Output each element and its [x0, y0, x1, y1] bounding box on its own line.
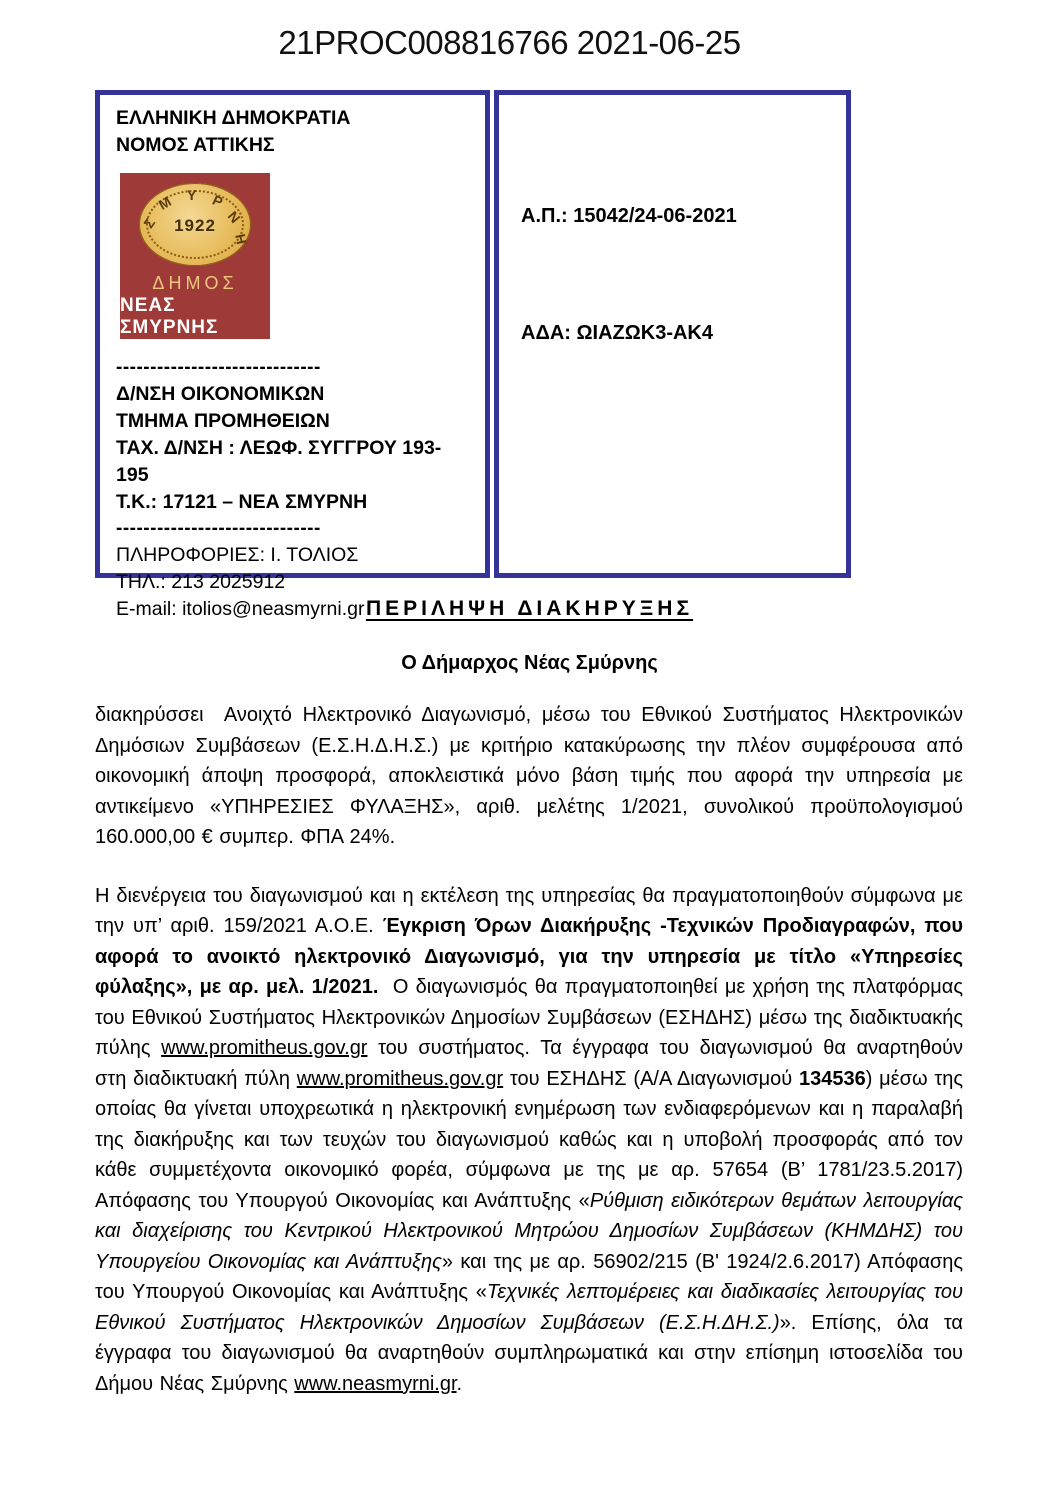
text-run: Τεχνικές λεπτομέρειες και διαδικασίες λειτουργίας του Εθνικού Συστήματος Ηλεκτρονικών Δημοσίων Συμβάσεων (Ε.Σ.Η.ΔΗ.Σ.)	[95, 1281, 970, 1334]
protocol-number: Α.Π.: 15042/24-06-2021	[521, 205, 737, 227]
coin-letter: Υ	[187, 187, 197, 203]
coin-year: 1922	[174, 216, 216, 236]
text-run: Ο διαγωνισμός θα πραγματοποιηθεί με χρήση της πλατφόρμας του Εθνικού Συστήματος Ηλεκτρονικών Δημοσίων Συμβάσεων (ΕΣΗΔΗΣ) μέσω της διαδικτυακής πύλης	[95, 976, 970, 1059]
coin-letter: Η	[232, 232, 250, 246]
sender-department: ΤΜΗΜΑ ΠΡΟΜΗΘΕΙΩΝ	[116, 410, 330, 432]
text-run: ) μέσω της οποίας θα γίνεται υποχρεωτικά η ηλεκτρονική ενημέρωση των ενδιαφερόμενων και η παραλαβή της διακήρυξης και των τευχών του διαγωνισμού καθώς και η υποβολή προσφοράς από τον κάθε συμμετέχοντα οικονομικό φορέα, σύμφωνα με της με αρ. 57654 (Β’ 1781/23.5.2017) Απόφασης του Υπουργού Οικονομίας και Ανάπτυξης «	[95, 1067, 970, 1212]
separator-line: ------------------------------	[116, 357, 321, 378]
url-link[interactable]: www.neasmyrni.gr	[294, 1372, 457, 1395]
text-run: Ρύθμιση ειδικότερων θεμάτων λειτουργίας και διαχείρισης του Κεντρικού Ηλεκτρονικού Μητρώου Δημοσίων Συμβάσεων (ΚΗΜΔΗΣ) του Υπουργείου Οικονομίας και Ανάπτυξης	[95, 1189, 970, 1273]
sender-info-contact: ΠΛΗΡΟΦΟΡΙΕΣ: Ι. ΤΟΛΙΟΣ	[116, 544, 359, 566]
sender-country: ΕΛΛΗΝΙΚΗ ΔΗΜΟΚΡΑΤΙΑ	[116, 107, 351, 129]
text-run: ». Επίσης, όλα τα έγγραφα του διαγωνισμού θα αναρτηθούν συμπληρωματικά και στην επίσημη ιστοσελίδα του Δήμου Νέας Σμύρνης	[95, 1311, 970, 1395]
protocol-box	[494, 90, 851, 578]
coin-emblem	[139, 183, 251, 266]
text-run: του ΕΣΗΔΗΣ (Α/Α Διαγωνισμού	[503, 1067, 799, 1090]
sender-directorate: Δ/ΝΣΗ ΟΙΚΟΝΟΜΙΚΩΝ	[116, 383, 325, 405]
municipality-logo	[120, 173, 270, 339]
coin-letter: Ρ	[210, 191, 226, 211]
sender-phone: ΤΗΛ.: 213 2025912	[116, 571, 286, 593]
coin-letter: Σ	[140, 214, 159, 232]
sender-postal-code: Τ.Κ.: 17121 – ΝΕΑ ΣΜΥΡΝΗ	[116, 491, 368, 513]
paragraph-announcement	[95, 700, 970, 853]
text-run: Η διενέργεια του διαγωνισμού και η εκτέλεση της υπηρεσίας θα πραγματοποιηθούν σύμφωνα με την υπ’ αριθ. 159/2021 Α.Ο.Ε.	[95, 884, 970, 937]
paragraph-procedure	[95, 881, 970, 1400]
text-run: » και της με αρ. 56902/215 (Β' 1924/2.6.2017) Απόφασης του Υπουργού Οικονομίας και Ανάπτυξης «	[95, 1250, 970, 1303]
sender-prefecture: ΝΟΜΟΣ ΑΤΤΙΚΗΣ	[116, 134, 275, 156]
text-run: διακηρύσσει Ανοιχτό Ηλεκτρονικό Διαγωνισμό, μέσω του Εθνικού Συστήματος Ηλεκτρονικών Δημόσιων Συμβάσεων (Ε.Σ.Η.Δ.Η.Σ.) με κριτήριο κατακύρωσης την πλέον συμφέρουσα από οικονομική άποψη προσφορά, αποκλειστικά μόνο βάση τιμής που αφορά την υπηρεσία με αντικείμενο «ΥΠΗΡΕΣΙΕΣ ΦΥΛΑΞΗΣ», αριθ. μελέτης 1/2021, συνολικού προϋπολογισμού 160.000,00 € συμπερ. ΦΠΑ 24%.	[95, 704, 970, 848]
separator-line: ------------------------------	[116, 518, 321, 539]
kimdis-procurement-code: 21PROC008816766 2021-06-25	[278, 24, 741, 61]
document-body	[95, 700, 970, 1427]
text-run: του συστήματος. Τα έγγραφα του διαγωνισμού θα αναρτηθούν στη διαδικτυακή πύλη	[95, 1037, 970, 1090]
sender-box	[95, 90, 490, 620]
mayor-subtitle: Ο Δήμαρχος Νέας Σμύρνης	[401, 652, 658, 674]
logo-city-name: ΝΕΑΣ ΣΜΥΡΝΗΣ	[120, 295, 219, 338]
text-run: .	[456, 1372, 463, 1395]
text-run: 134536	[798, 1067, 866, 1090]
summary-title: ΠΕΡΙΛΗΨΗ ΔΙΑΚΗΡΥΞΗΣ	[365, 597, 694, 620]
sender-address: ΤΑΧ. Δ/ΝΣΗ : ΛΕΩΦ. ΣΥΓΓΡΟΥ 193-195	[116, 437, 442, 486]
url-link[interactable]: www.promitheus.gov.gr	[296, 1067, 504, 1090]
coin-letter: Ν	[224, 207, 244, 227]
sender-email: E-mail: itolios@neasmyrni.gr	[116, 598, 365, 620]
coin-letter: Μ	[155, 193, 174, 213]
ada-code: ΑΔΑ: ΩΙΑΖΩΚ3-ΑΚ4	[521, 322, 714, 344]
url-link[interactable]: www.promitheus.gov.gr	[161, 1037, 368, 1059]
logo-municipality-word: ΔΗΜΟΣ	[152, 273, 238, 293]
text-run: Έγκριση Όρων Διακήρυξης -Τεχνικών Προδιαγραφών, που αφορά το ανοικτό ηλεκτρονικό Διαγωνισμό, για την υπηρεσία με τίτλο «Υπηρεσίες φύλαξης», με αρ. μελ. 1/2021.	[95, 915, 970, 998]
